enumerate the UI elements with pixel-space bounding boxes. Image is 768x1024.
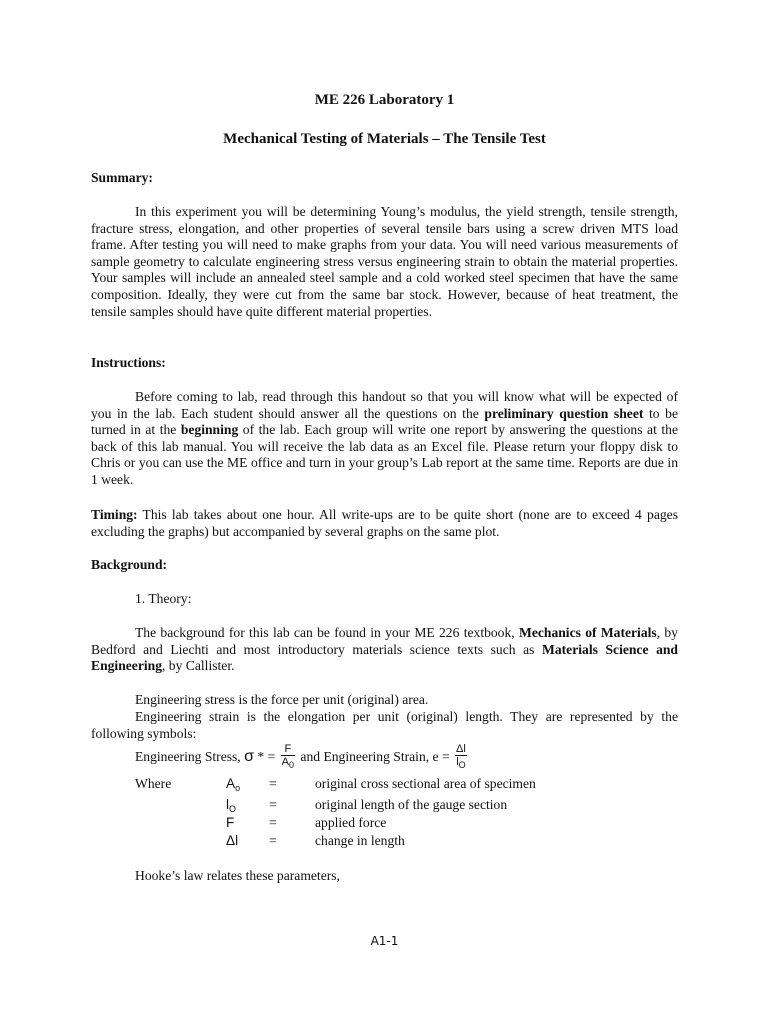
background-paragraph	[91, 625, 678, 675]
summary-paragraph	[91, 204, 678, 320]
background-text-e: , by Callister.	[162, 658, 235, 674]
document-page	[91, 0, 678, 1024]
timing-text: This lab takes about one hour. All write-ups are to be quite short (none are to exceed 4 pages excluding the graphs) but accompanied by several graphs on the same plot.	[91, 507, 678, 539]
strain-definition: Engineering strain is the elongation per unit (original) length. They are represented by the following symbols:	[91, 709, 678, 741]
textbook-title: Mechanics of Materials	[518, 625, 657, 640]
hooke-law-line: Hooke’s law relates these parameters,	[135, 868, 340, 883]
symbol-name: A	[226, 776, 236, 791]
symbol-description: original length of the gauge section	[315, 797, 508, 812]
instructions-bold-preliminary: preliminary question sheet	[484, 405, 644, 421]
symbol-name: l	[226, 797, 230, 812]
background-heading: Background:	[91, 557, 168, 572]
symbol-equals: =	[269, 797, 277, 812]
document-subtitle: Mechanical Testing of Materials – The Tensile Test	[223, 131, 546, 147]
symbol-subscript: O	[229, 804, 237, 814]
where-label: Where	[135, 776, 172, 791]
instructions-heading: Instructions:	[91, 355, 166, 370]
instructions-text-e: of the lab. Each group will write one report by answering the questions at the back of this lab manual. You will receive the lab data as an Excel file. Please return your floppy disk to Chris or you can use the ME office and turn in your group’s Lab report at the same time. Reports are due in 1 week.	[91, 422, 678, 487]
symbol-equals: =	[269, 833, 277, 848]
symbol-subscript: o	[235, 783, 241, 793]
length-subscript: O	[458, 760, 466, 771]
strain-numerator: Δl	[456, 743, 466, 756]
stress-numerator: F	[281, 744, 295, 756]
area-symbol: A	[281, 756, 289, 769]
symbol-name: F	[226, 815, 235, 830]
symbol-equals: =	[269, 776, 277, 791]
instructions-text-a: Before coming to lab, read through this handout so that you will know what will be expected of you in the lab. Each student should answer all the questions on the	[91, 389, 678, 421]
timing-label: Timing:	[91, 507, 138, 522]
stress-fraction	[281, 744, 295, 771]
symbol-cell	[226, 776, 240, 797]
strain-definition-paragraph	[91, 709, 678, 742]
symbol-name: Δl	[226, 833, 239, 848]
theory-item: 1. Theory:	[135, 591, 192, 606]
timing-paragraph	[91, 507, 678, 540]
background-text-a: The background for this lab can be found in your ME 226 textbook,	[135, 625, 519, 640]
instructions-paragraph	[91, 389, 678, 489]
stress-denominator	[281, 756, 295, 771]
summary-heading: Summary:	[91, 170, 153, 185]
symbol-cell	[226, 833, 238, 854]
symbol-description: original cross sectional area of specimen	[315, 776, 536, 791]
equation-stress-label: Engineering Stress,	[135, 749, 245, 764]
equation-equals-1: * =	[253, 749, 279, 764]
symbol-description: change in length	[315, 833, 405, 848]
sigma-symbol: σ	[244, 748, 254, 765]
stress-definition: Engineering stress is the force per unit (original) area.	[135, 692, 429, 707]
equation-strain-label: and Engineering Strain, e =	[297, 749, 454, 764]
symbol-equals: =	[269, 815, 277, 830]
callister-title: Materials Science and Engineering	[91, 641, 678, 674]
background-text-c: , by Bedford and Liechti and most introductory materials science texts such as	[91, 625, 678, 657]
length-symbol: l	[456, 756, 459, 769]
summary-text: In this experiment you will be determining Young’s modulus, the yield strength, tensile strength, fracture stress, elongation, and other properties of several tensile bars using a screw driven MTS load frame. After testing you will need to make graphs from your data. You will need various measurements of sample geometry to calculate engineering stress versus engineering strain to obtain the material properties. Your samples will include an annealed steel sample and a cold worked steel specimen that have the same composition. Ideally, they were cut from the same bar stock. However, because of heat treatment, the tensile samples should have quite different material properties.	[91, 204, 678, 319]
instructions-bold-beginning: beginning	[180, 422, 239, 438]
document-title: ME 226 Laboratory 1	[314, 92, 455, 108]
symbol-description: applied force	[315, 815, 387, 830]
equation-line	[135, 742, 469, 772]
strain-fraction	[455, 744, 467, 771]
page-number: A1-1	[370, 934, 399, 948]
instructions-text-c: to be turned in at the	[91, 405, 678, 438]
strain-denominator	[455, 756, 467, 771]
area-subscript: 0	[289, 760, 295, 771]
